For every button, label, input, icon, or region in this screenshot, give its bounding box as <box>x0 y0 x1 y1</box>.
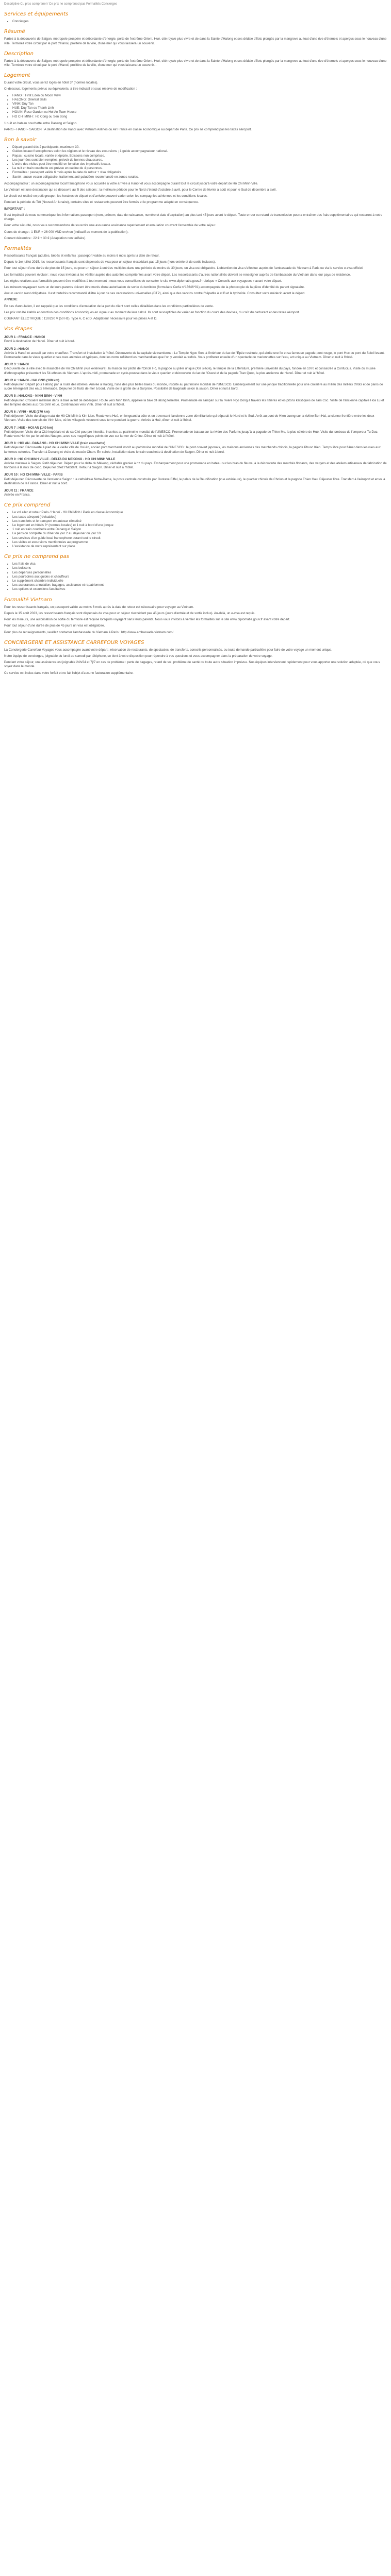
day-block <box>4 426 387 439</box>
bon-extra: Pour votre sécurité, nous vous recommandons de souscrire une assurance assistance rapatriement et annulation couvrant l'ensemble de votre séjour. <box>4 224 216 228</box>
formalites-sante2: Les mineurs voyageant sans un de leurs parents doivent être munis d'une autorisation de sortie du territoire (formulaire Cerfa n°15646*01) accompagnée de la photocopie de la pièce d'identité du parent signataire. <box>4 285 305 289</box>
day-block <box>4 363 387 376</box>
logement-heading: Logement <box>4 73 30 79</box>
hotel-item: • VINH: Duy Tan <box>12 102 387 106</box>
prix-comprend-item: • Les services d'un guide local francophone durant tout le circuit <box>12 536 387 540</box>
formalites-visa: Depuis le 1er juillet 2015, les ressortissants français sont dispensés de visa pour un séjour n'excédant pas 15 jours (hors entrée et de sortie incluses). <box>4 260 216 264</box>
day-title: JOUR 9 : HO CHI MINH VILLE - DELTA DU MEKONG - HO CHI MINH VILLE <box>4 457 116 461</box>
voyage-heading: Vos étapes <box>4 326 32 332</box>
formalites-sante3: Aucun vaccin n'est obligatoire. Il est toutefois recommandé d'être à jour de ses vaccinations universelles (DTP), ainsi que des vaccins contre l'hépatite A et B et la typhoïde. Consultez votre médecin avant le départ. <box>4 292 305 296</box>
day-text: Arrivée à Hanoï et accueil par votre chauffeur. Transfert et installation à l'hôtel. Découverte de la capitale vietnamienne : Le Temple Ngoc Son, à l'intérieur du lac de l'Épée restituée, qui abrite une île et sa fameuse pagode-pont rouge, le pont Huc ou pont du Soleil levant. Promenade dans le vieux quartier et ses rues animées et typiques, dont les noms reflètent les marchandises que l'on y vendait autrefois. Vous profiterez ensuite d'un spectacle de marionnettes sur l'eau, art unique au Vietnam. Dîner et nuit à l'hôtel. <box>4 351 385 359</box>
prix-ne-comprend-item: • Les frais de visa <box>12 562 387 566</box>
day-title: JOUR 2 : HANOI <box>4 347 29 351</box>
logement-intro: Durant votre circuit, vous serez logés en hôtel 3* (normes locales). <box>4 81 99 85</box>
formalites-voyage-heading: Formalité Vietnam <box>4 597 52 603</box>
formalites-voyage-text2: Depuis le 15 août 2023, les ressortissants français sont dispensés de visa pour un séjour n'excédant pas 45 jours (jours d'entrée et de sortie inclus). Au-delà, un e-visa est requis. <box>4 611 255 615</box>
logement-night: 1 nuit en bateau couchette entre Danang et Saigon. <box>4 121 77 125</box>
day-text: Petit déjeuner. Croisière matinale dans la baie avant de débarquer. Route vers Ninh Binh, appelée la baie d'Halong terrestre. Promenade en sampan sur la rivière Ngo Dong à travers les rizières et les pitons karstiques de Tam Coc. Visite de l'ancienne capitale Hoa Lu et des temples dédiés aux rois Dinh et Le. Continuation vers Vinh. Dîner et nuit à l'hôtel. <box>4 398 384 406</box>
hotel-item: • HALONG: Oriental Sails <box>12 98 387 102</box>
bon-paragraph: Le circuit est réalisé en petit groupe ; les horaires de départ et d'arrivée peuvent varier selon les compagnies aériennes et les conditions locales. <box>4 194 208 198</box>
bon-dates: Cours de change : 1 EUR = 26 000 VND environ (indicatif au moment de la publication). <box>4 230 128 234</box>
bon-item: • Départ garanti dès 2 participants, maximum 30. <box>12 145 387 149</box>
day-title: JOUR 4 : HANOI - HALONG (180 km) <box>4 378 59 382</box>
bon-item: • Repas : cuisine locale, variée et épicée. Boissons non comprises. <box>12 154 387 158</box>
prix-comprend-item: • Le logement en hôtels 3* (normes locales) et 1 nuit à bord d'une jonque <box>12 523 387 528</box>
hotel-list <box>4 94 387 119</box>
bon-item: • L'ordre des visites peut être modifié en fonction des impératifs locaux. <box>12 162 387 166</box>
bon-item: • Les journées sont bien remplies, prévoir de bonnes chaussures. <box>12 158 387 162</box>
day-text: Petit déjeuner. Départ pour Halong par la route des rizières. Arrivée à Halong, l'une des plus belles baies du monde, inscrite au patrimoine mondial de l'UNESCO. Embarquement sur une jonque traditionnelle pour une croisière au milieu des milliers d'îlots et de pains de sucre émergeant des eaux émeraude. Déjeuner de fruits de mer à bord. Visite de la grotte de la Surprise. Possibilité de baignade selon la saison. Dîner et nuit à bord. <box>4 382 383 391</box>
bon-item: • Guides locaux francophones selon les régions et le niveau des excursions ; 1 guide accompagnateur national. <box>12 149 387 154</box>
day-text: Arrivée matinale à Saigon. Petit déjeuner. Départ pour le delta du Mékong, véritable grenier à riz du pays. Embarquement pour une promenade en bateau sur les bras du fleuve, à la découverte des marchés flottants, des vergers et des ateliers artisanaux de fabrication de bonbons à la noix de coco. Déjeuner chez l'habitant. Retour à Saigon. Dîner et nuit à l'hôtel. <box>4 462 387 470</box>
transport-text: PARIS - HANOI - SAIGON : A destination de Hanoï avec Vietnam Airlines ou Air France en classe économique au départ de Paris. Ce prix ne comprend pas les taxes aéroport. <box>4 128 252 132</box>
prix-comprend-list <box>4 511 387 549</box>
day-title: JOUR 1 : FRANCE - HANOI <box>4 335 45 340</box>
formalites-voyage-text: Pour les ressortissants français, un passeport valide au moins 6 mois après la date de retour est nécessaire pour voyager au Vietnam. <box>4 605 194 609</box>
conciergerie-text2: Notre équipe de concierges, joignable du lundi au samedi par téléphone, se tient à votre disposition pour répondre à vos questions et vous accompagner dans la préparation de votre voyage. <box>4 654 273 658</box>
formalites-voyage-text4: Pour tout séjour d'une durée de plus de 45 jours un visa est obligatoire. <box>4 624 105 628</box>
formalites-heading: Formalités <box>4 245 31 251</box>
day-title: JOUR 5 : HALONG - NINH BINH - VINH <box>4 394 62 398</box>
breadcrumb: Descriptive Cu pros comprenel / Ce prix ne comprenod pas Formalités Concierges <box>4 3 118 6</box>
hotel-item: • HUE: Duy Tan ou Thanh Linh <box>12 106 387 110</box>
prix-comprend-item: • 1 nuit en train couchette entre Danang et Saigon <box>12 528 387 532</box>
day-block <box>4 379 387 392</box>
hotel-item: • HO CHI MINH : Ho Cong ou Sen Song <box>12 115 387 119</box>
bon-list <box>4 145 387 179</box>
logement-note: Ci-dessous, logements prévus ou équivalents, à titre indicatif et sous réserve de modification : <box>4 87 137 91</box>
services-heading: Services et équipements <box>4 11 69 18</box>
annexe-text: En cas d'annulation, il est rappelé que les conditions d'annulation de la part du client sont celles détaillées dans les conditions particulières de vente. <box>4 304 214 308</box>
day-text: Arrivée en France. <box>4 493 30 497</box>
day-title: JOUR 7 : HUE - HOI AN (140 km) <box>4 426 53 430</box>
prix-ne-comprend-item: • Le supplément chambre individuelle <box>12 579 387 583</box>
day-block <box>4 442 387 454</box>
prix-ne-comprend-item: • Les dépenses personnelles <box>12 571 387 575</box>
prix-ne-comprend-item: • Les boissons <box>12 566 387 570</box>
prix-ne-comprend-item: • Les pourboires aux guides et chauffeurs <box>12 575 387 579</box>
day-title: JOUR 8 : HOI AN - DANANG - HO CHI MINH VILLE (train couchette) <box>4 442 106 446</box>
bon-paragraph: Le Vietnam est une destination qui se découvre au fil des saisons : la meilleure période pour le Nord s'étend d'octobre à avril, pour le Centre de février à août et pour le Sud de décembre à avril. <box>4 188 277 192</box>
day-block <box>4 394 387 407</box>
hotel-item: • HOIAN: Rose Garden ou Hoi An Town House <box>12 110 387 114</box>
bon-heading: Bon à savoir <box>4 137 37 143</box>
prix-ne-comprend-list <box>4 562 387 591</box>
day-text: Petit déjeuner. Visite de la Cité impériale et de sa Cité pourpre interdite, inscrites au patrimoine mondial de l'UNESCO. Promenade en bateau sur la rivière des Parfums jusqu'à la pagode de Thien Mu, la plus célèbre de Hué. Visite du tombeau de l'empereur Tu Duc. Route vers Hoi An par le col des Nuages, avec ses magnifiques points de vue sur la mer de Chine. Dîner et nuit à l'hôtel. <box>4 430 379 438</box>
resume-heading: Résumé <box>4 29 25 35</box>
day-block <box>4 335 387 344</box>
day-text: Découverte de la ville avec le mausolée de Hô Chi Minh (vue extérieure), la maison sur pilotis de l'Oncle Hô, la pagode au pilier unique (XIe siècle), le temple de la Littérature, première université du pays, fondée en 1070 et consacrée à Confucius. Visite du musée d'ethnographie présentant les 54 ethnies du Vietnam. L'après-midi, promenade en cyclo-pousse dans le vieux quartier et découverte du lac de l'Ouest et de la pagode Tran Quoc, la plus ancienne de Hanoï. Dîner et nuit à l'hôtel. <box>4 367 376 375</box>
day-title: JOUR 6 : VINH - HUE (370 km) <box>4 410 50 414</box>
prix-comprend-heading: Ce prix comprend <box>4 502 51 509</box>
prix-comprend-item: • La pension complète du dîner du jour 2 au déjeuner du jour 10 <box>12 532 387 536</box>
description-text: Partez à la découverte de Saïgon, métropole prospère et débordante d'énergie, porte de l'extrême Orient. Hué, cité royale plus vivre et de dans la Sainte d'Halong et ses dédale d'îlots plongés par la mangrove au tout d'une rive d'éternels et aperçus sous le nouveau d'une ville. Terminez votre circuit par le port d'Hanoï, prolifère de la ville, d'une mer qui vous laissera un souvenir... <box>4 59 387 67</box>
day-title: JOUR 3 : HANOI <box>4 363 29 367</box>
formalites-text: Ressortissants français (adultes, bébés et enfants) : passeport valide au moins 6 mois après la date de retour. <box>4 253 160 258</box>
day-text: Petit déjeuner. Visite du village natal de Hô Chi Minh à Kim Lien. Route vers Hué, en longeant la côte et en traversant l'ancienne zone démilitarisée qui séparait le Nord et le Sud. Arrêt au pont de Hien Luong sur la rivière Ben Hai, ancienne frontière entre les deux Vietnam. Visite des tunnels de Vinh Moc, où les villageois vécurent sous terre pendant la guerre. Arrivée à Hué, dîner et nuit à l'hôtel. <box>4 414 374 422</box>
prix-comprend-item: • Les transferts et le transport en autocar climatisé <box>12 519 387 523</box>
annexe-label: ANNEXE <box>4 298 18 302</box>
services-item: • Concierges <box>12 20 387 24</box>
conciergerie-text: La Conciergerie Carrefour Voyages vous accompagne avant votre départ : réservation de restaurants, de spectacles, de transferts, conseils personnalisés, ou toute demande particulière pour faire de votre voyage un moment unique. <box>4 648 332 652</box>
day-block <box>4 489 387 497</box>
important-label: IMPORTANT : <box>4 207 25 211</box>
day-block <box>4 473 387 486</box>
formalites-visa3: Les formalités peuvent évoluer ; nous vous invitons à les vérifier auprès des autorités compétentes avant votre départ. Les ressortissants d'autres nationalités doivent se renseigner auprès de l'ambassade du Vietnam dans leur pays de résidence. <box>4 273 351 277</box>
prix-comprend-item: • Les visites et excursions mentionnées au programme <box>12 540 387 545</box>
day-text: Petit déjeuner. Découverte à pied de la vieille ville de Hoi An, ancien port marchand inscrit au patrimoine mondial de l'UNESCO : le pont couvert japonais, les maisons anciennes des marchands chinois, la pagode Phuoc Kien. Temps libre pour flâner dans les rues aux lanternes colorées. Transfert à Danang et visite du musée Cham. En soirée, installation dans le train couchette à destination de Saigon. Dîner et nuit à bord. <box>4 446 381 454</box>
conciergerie-heading: CONCIERGERIE ET ASSISTANCE CARREFOUR VOYAGES <box>4 639 144 646</box>
bon-dates2: Courant décembre : 22 € + 30 € (Adaptation non tarifaire). <box>4 236 87 240</box>
prix-comprend-item: • Le vol aller et retour Paris / Hanoï - Hô Chi Minh / Paris en classe économique <box>12 511 387 515</box>
bon-item: • La nuit en train couchette est prévue en cabine de 4 personnes. <box>12 166 387 171</box>
services-list <box>4 20 387 24</box>
formalites-voyage-text3: Pour les mineurs, une autorisation de sortie du territoire est requise lorsqu'ils voyagent sans leurs parents. Nous vous invitons à vérifier les formalités sur le site www.diplomatie.gouv.fr avant votre départ. <box>4 618 290 622</box>
bon-item: • Santé : aucun vaccin obligatoire, traitement anti-paludéen recommandé en zones rurales. <box>12 175 387 179</box>
description-heading: Description <box>4 50 34 57</box>
day-text: Petit déjeuner. Découverte de l'ancienne Saigon : la cathédrale Notre-Dame, la poste centrale construite par Gustave Eiffel, le palais de la Réunification (vue extérieure), le quartier chinois de Cholon et la pagode Thien Hau. Déjeuner libre. Transfert à l'aéroport et envol à destination de la France. Dîner et nuit à bord. <box>4 477 385 485</box>
prix-comprend-item: • L'assistance de notre représentant sur place <box>12 545 387 549</box>
bon-accompagnateur: Accompagnateur : un accompagnateur local francophone vous accueille à votre arrivée à Hanoï et vous accompagne durant tout le circuit jusqu'à votre départ de Hô Chi Minh-Ville. <box>4 181 258 185</box>
conciergerie-text4: Ce service est inclus dans votre forfait et ne fait l'objet d'aucune facturation supplémentaire. <box>4 671 134 675</box>
conciergerie-text3: Pendant votre séjour, une assistance est joignable 24h/24 et 7j/7 en cas de problème : perte de bagages, retard de vol, problème de santé ou toute autre situation imprévue. Nos équipes interviennent rapidement pour vous apporter une solution adaptée, où que vous soyez dans le monde. <box>4 660 380 669</box>
day-title: JOUR 11 : FRANCE <box>4 489 34 493</box>
bon-item: • Formalités : passeport valide 6 mois après la date de retour + visa obligatoire. <box>12 171 387 175</box>
prix-ne-comprend-item: • Les assurances annulation, bagages, assistance et rapatriement <box>12 583 387 587</box>
annexe-text2: Les prix ont été établis en fonction des conditions économiques en vigueur au moment de leur calcul. Ils sont susceptibles de varier en fonction du cours des devises, du coût du carburant et des taxes aéroport. <box>4 310 300 314</box>
formalites-sante: Les règles relatives aux formalités peuvent être modifiées à tout moment ; nous vous conseillons de consulter le site www.diplomatie.gouv.fr rubrique « Conseils aux voyageurs » avant votre départ. <box>4 279 282 283</box>
day-block <box>4 410 387 423</box>
prix-ne-comprend-heading: Ce prix ne comprend pas <box>4 554 69 560</box>
bon-paragraph: Pendant la période du Têt (Nouvel An lunaire), certains sites et restaurants peuvent être fermés et le programme adapté en conséquence. <box>4 200 199 205</box>
prix-ne-comprend-item: • Les options et excursions facultatives <box>12 587 387 591</box>
prix-comprend-item: • Les taxes aéroport (révisables) <box>12 515 387 519</box>
day-block <box>4 347 387 360</box>
important-text: Il est impératif de nous communiquer les informations passeport (nom, prénom, date de naissance, numéro et date d'expiration) au plus tard 45 jours avant le départ. Toute erreur ou retard de transmission pourra entraîner des frais supplémentaires qui resteront à votre charge. <box>4 213 383 222</box>
courant-text: COURANT ÉLECTRIQUE : 110/220 V (50 Hz). Type A, C et D. Adaptateur nécessaire pour les prises A et D. <box>4 316 157 320</box>
hotel-item: • HANOI : First Eden ou Moon View <box>12 94 387 98</box>
resume-text: Partez à la découverte de Saïgon, métropole prospère et débordante d'énergie, porte de l'extrême Orient. Hué, cité royale plus vivre et de dans la Sainte d'Halong et ses dédale d'îlots plongés par la mangrove au tout d'une rive d'éternels et aperçus sous le nouveau d'une ville. Terminez votre circuit par le port d'Hanoï, prolifère de la ville, d'une mer qui vous laissera un souvenir... <box>4 37 387 45</box>
day-text: Envol à destination de Hanoï. Dîner et nuit à bord. <box>4 340 75 344</box>
day-title: JOUR 10 : HO CHI MINH VILLE - PARIS <box>4 473 63 477</box>
page <box>0 0 391 683</box>
day-block <box>4 457 387 470</box>
formalites-voyage-text5: Pour plus de renseignements, veuillez contacter l'ambassade du Vietnam à Paris : http://www.ambassade-vietnam.com/ <box>4 630 174 634</box>
formalites-visa2: Pour tout séjour d'une durée de plus de 15 jours, ou pour un séjour à entrées multiples dans une période de moins de 30 jours, un visa est obligatoire. L'obtention du visa s'effectue auprès de l'ambassade du Vietnam à Paris ou via le service e-visa officiel. <box>4 266 364 270</box>
